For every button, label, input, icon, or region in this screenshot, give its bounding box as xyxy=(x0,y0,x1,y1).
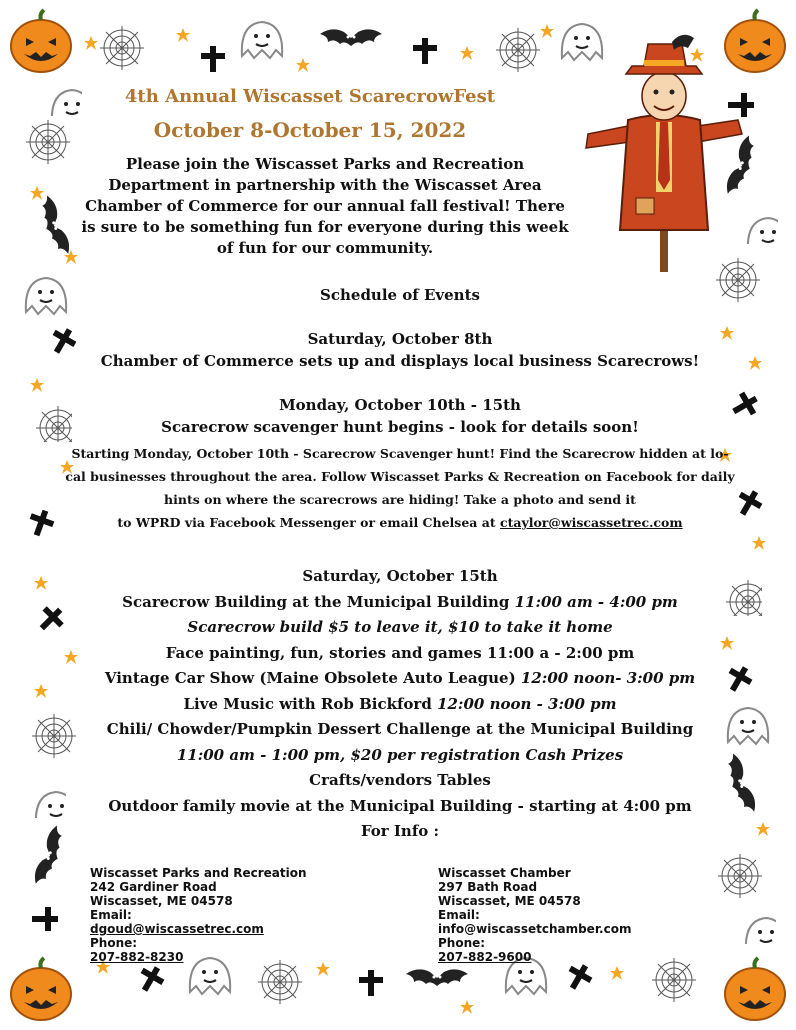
contact-email-row xyxy=(438,908,631,936)
event-item: Face painting, fun, stories and games 11:00 a - 2:00 pm xyxy=(165,643,635,662)
cross-icon xyxy=(356,968,386,998)
email-label: Email: xyxy=(90,908,132,922)
bat-icon xyxy=(404,964,470,998)
week-description: Scarecrow scavenger hunt begins - look for details soon! xyxy=(161,418,639,436)
star-icon xyxy=(756,822,770,836)
event-item: 11:00 am - 1:00 pm, $20 per registration Cash Prizes xyxy=(176,745,624,764)
contact-email-row xyxy=(90,908,307,936)
detail-text: to WPRD via Facebook Messenger or email Chelsea at xyxy=(117,515,496,530)
event-time: 12:00 noon - 3:00 pm xyxy=(437,694,617,713)
star-icon xyxy=(748,356,762,370)
event-item: Scarecrow build $5 to leave it, $10 to take it home xyxy=(187,618,613,636)
detail-line: hints on where the scarecrows are hiding! Take a photo and send it xyxy=(164,492,636,507)
chamber-phone-link[interactable]: 207-882-9600 xyxy=(438,950,532,964)
scavenger-hunt-details xyxy=(60,442,740,534)
cross-icon xyxy=(410,36,440,66)
festival-title: 4th Annual Wiscasset ScarecrowFest xyxy=(124,86,496,107)
schedule-week xyxy=(60,394,740,438)
schedule-day1 xyxy=(60,328,740,372)
parks-email-link[interactable]: dgoud@wiscassetrec.com xyxy=(90,922,264,936)
event-time: 12:00 noon- 3:00 pm xyxy=(520,669,696,687)
chelsea-email-link[interactable]: ctaylor@wiscassetrec.com xyxy=(499,515,683,530)
pumpkin-icon xyxy=(720,954,790,1024)
detail-line: cal businesses throughout the area. Follow Wiscasset Parks & Recreation on Facebook for daily xyxy=(65,469,735,484)
contact-city: Wiscasset, ME 04578 xyxy=(438,894,581,908)
star-icon xyxy=(296,58,310,72)
cross-icon xyxy=(198,44,228,74)
star-icon xyxy=(752,536,766,550)
intro-paragraph: Please join the Wiscasset Parks and Recreation Department in partnership with the Wiscasset Area Chamber of Commerce for our annual fall festival! There is sure to be something fun for everyone during this week of fun for our community. xyxy=(81,155,569,257)
cross-icon xyxy=(131,959,172,1000)
day2-date: Saturday, October 15th xyxy=(302,567,498,585)
day1-description: Chamber of Commerce sets up and displays local business Scarecrows! xyxy=(100,352,700,370)
day1-date: Saturday, October 8th xyxy=(307,330,493,348)
pumpkin-icon xyxy=(6,6,76,76)
schedule-heading: Schedule of Events xyxy=(320,286,480,304)
info-heading: For Info : xyxy=(360,822,440,840)
event-item xyxy=(60,666,740,692)
phone-label: Phone: xyxy=(438,936,486,950)
spider-web-icon xyxy=(716,852,764,900)
contact-chamber xyxy=(438,866,631,964)
bat-icon xyxy=(318,24,384,58)
event-item xyxy=(60,692,740,718)
star-icon xyxy=(460,46,474,60)
contact-street: 297 Bath Road xyxy=(438,880,538,894)
star-icon xyxy=(30,378,44,392)
star-icon xyxy=(64,250,78,264)
spider-web-icon xyxy=(24,118,72,166)
contact-phone-row xyxy=(90,936,307,964)
spider-web-icon xyxy=(650,956,698,1004)
contact-name: Wiscasset Parks and Recreation xyxy=(90,866,307,880)
festival-dates: October 8-October 15, 2022 xyxy=(153,118,467,142)
star-icon xyxy=(30,186,44,200)
cross-icon xyxy=(22,504,60,542)
cross-icon xyxy=(30,904,60,934)
spider-web-icon xyxy=(494,26,542,74)
event-text: Scarecrow Building at the Municipal Building xyxy=(122,592,510,611)
event-item: Crafts/vendors Tables xyxy=(309,771,491,789)
contact-name: Wiscasset Chamber xyxy=(438,866,571,880)
chamber-email[interactable]: info@wiscassetchamber.com xyxy=(438,922,632,936)
phone-label: Phone: xyxy=(90,936,138,950)
saturday-events xyxy=(60,564,740,845)
spider-web-icon xyxy=(256,958,304,1006)
star-icon xyxy=(316,962,330,976)
star-icon xyxy=(84,36,98,50)
star-icon xyxy=(176,28,190,42)
scarecrow-illustration xyxy=(578,30,748,275)
event-item: Outdoor family movie at the Municipal Building - starting at 4:00 pm xyxy=(108,796,692,815)
event-item: Chili/ Chowder/Pumpkin Dessert Challenge at the Municipal Building xyxy=(106,720,694,738)
star-icon xyxy=(610,966,624,980)
detail-line xyxy=(60,511,740,534)
star-icon xyxy=(34,576,48,590)
pumpkin-icon xyxy=(6,954,76,1024)
ghost-icon xyxy=(236,16,288,68)
detail-line: Starting Monday, October 10th - Scarecrow Scavenger hunt! Find the Scarecrow hidden at lo- xyxy=(71,446,729,461)
star-icon xyxy=(460,1000,474,1014)
event-text: Live Music with Rob Bickford xyxy=(183,694,432,713)
ghost-icon xyxy=(740,912,776,944)
parks-phone-link[interactable]: 207-882-8230 xyxy=(90,950,184,964)
contact-parks-rec xyxy=(90,866,307,964)
week-date: Monday, October 10th - 15th xyxy=(279,396,521,414)
contact-phone-row xyxy=(438,936,631,964)
spider-web-icon xyxy=(98,24,146,72)
contact-street: 242 Gardiner Road xyxy=(90,880,217,894)
contact-city: Wiscasset, ME 04578 xyxy=(90,894,233,908)
ghost-icon xyxy=(46,84,82,116)
event-item xyxy=(60,590,740,616)
event-text: Vintage Car Show (Maine Obsolete Auto League) xyxy=(104,669,516,687)
event-time: 11:00 am - 4:00 pm xyxy=(514,592,678,611)
star-icon xyxy=(540,24,554,38)
star-icon xyxy=(34,684,48,698)
email-label: Email: xyxy=(438,908,480,922)
